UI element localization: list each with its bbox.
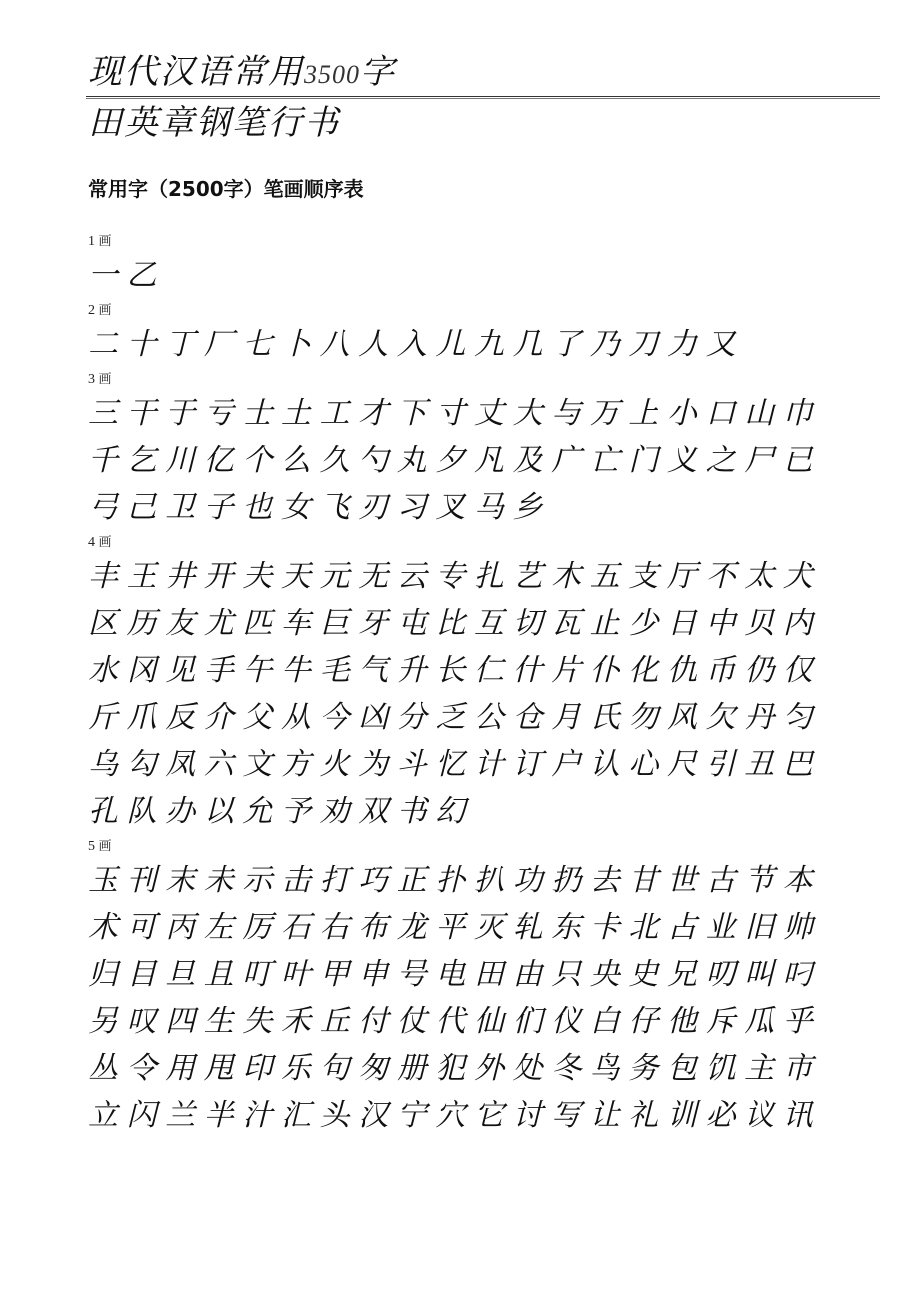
stroke-count-unit: 画 [98,234,112,249]
title-prefix: 现代汉语常用 [88,52,304,92]
document-title [88,50,396,97]
character-block [88,321,868,368]
character-line: 归目旦且叮叶甲申号电田由只央史兄叨叫叼 [88,957,822,992]
stroke-count-unit: 画 [98,303,112,318]
character-line: 丛令用甩印乐句匆册犯外处冬鸟务包饥主市 [88,1051,822,1086]
character-line: 乌勾凤六文方火为斗忆计订户认心尺引丑巴 [88,747,822,782]
character-line: 立闪兰半汁汇头汉宁穴它讨写让礼训必议讯 [88,1098,822,1133]
character-line: 弓己卫子也女飞刃习叉马乡 [88,490,552,525]
header-rule [86,96,880,99]
stroke-count-number: 1 [88,234,95,249]
character-block [88,252,868,299]
character-line: 斤爪反介父从今凶分乏公仓月氏勿风欠丹匀 [88,700,822,735]
character-line: 水冈见手午牛毛气升长仁什片仆化仇币仍仅 [88,653,822,688]
stroke-count-label [88,301,868,321]
stroke-count-unit: 画 [98,372,112,387]
stroke-count-sections [88,232,868,1141]
character-block [88,553,868,835]
stroke-count-label [88,533,868,553]
character-block [88,857,868,1139]
character-line: 一乙 [88,258,166,293]
stroke-count-unit: 画 [98,839,112,854]
character-line: 另叹四生失禾丘付仗代仙们仪白仔他斥瓜乎 [88,1004,822,1039]
character-line: 术可丙左厉石右布龙平灭轧东卡北占业旧帅 [88,910,822,945]
stroke-count-unit: 画 [98,535,112,550]
character-line: 千乞川亿个么久勺丸夕凡及广亡门义之尸已 [88,443,822,478]
document-subtitle: 田英章钢笔行书 [88,103,340,143]
character-line: 孔队办以允予劝双书幻 [88,794,474,829]
stroke-count-number: 4 [88,535,95,550]
section-heading: 常用字（2500字）笔画顺序表 [88,177,364,201]
character-line: 丰王井开夫天元无云专扎艺木五支厅不太犬 [88,559,822,594]
character-line: 区历友尤匹车巨牙屯比互切瓦止少日中贝内 [88,606,822,641]
stroke-count-label [88,837,868,857]
character-line: 玉刊末未示击打巧正扑扒功扔去甘世古节本 [88,863,822,898]
title-suffix: 字 [360,52,396,92]
stroke-count-label [88,370,868,390]
stroke-count-number: 3 [88,372,95,387]
title-number: 3500 [304,60,360,89]
character-line: 三干于亏士土工才下寸丈大与万上小口山巾 [88,396,822,431]
stroke-count-number: 5 [88,839,95,854]
stroke-count-label [88,232,868,252]
character-block [88,390,868,531]
stroke-count-number: 2 [88,303,95,318]
character-line: 二十丁厂七卜八人入儿九几了乃刀力又 [88,327,745,362]
